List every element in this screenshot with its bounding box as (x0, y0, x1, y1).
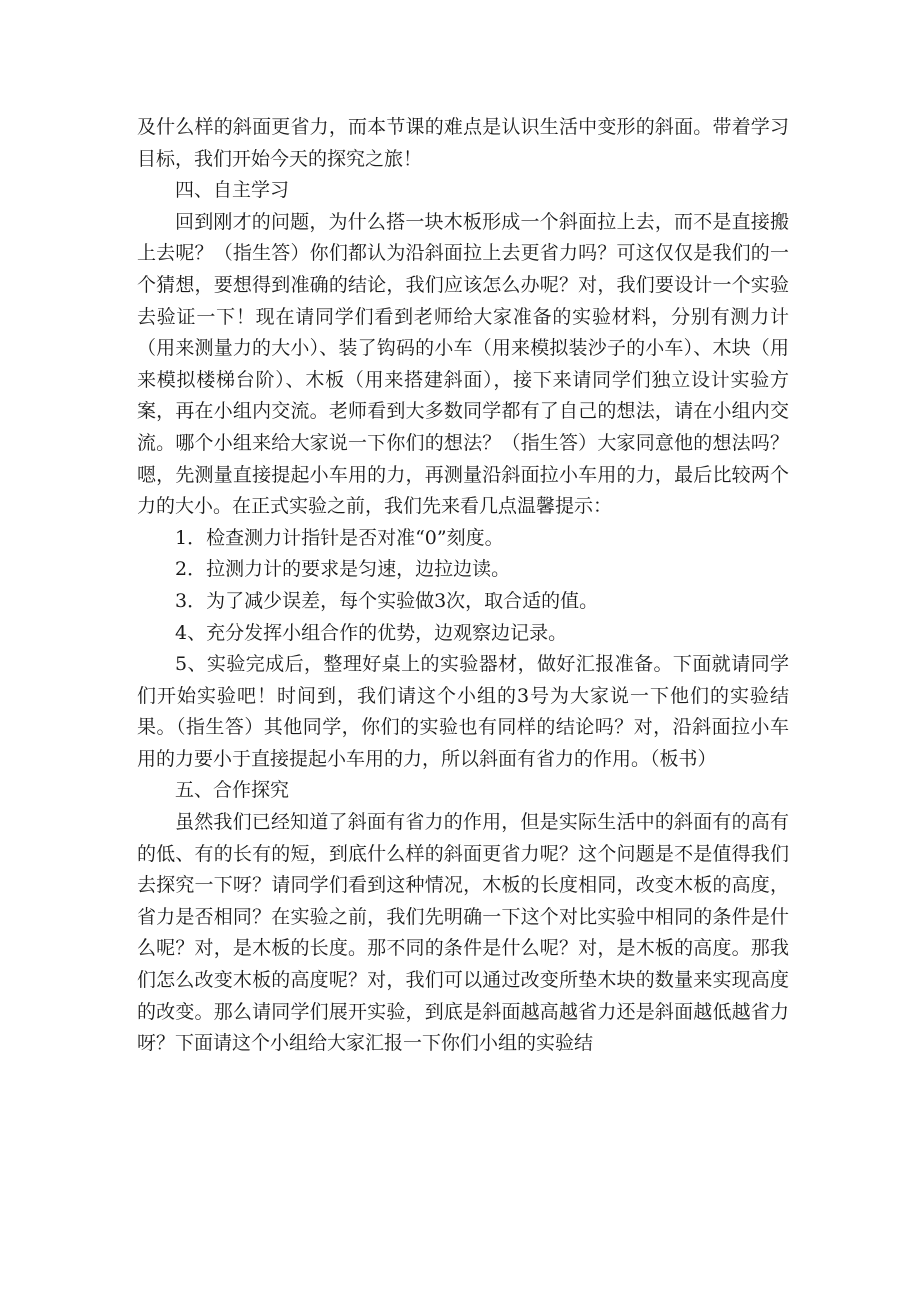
paragraph-self-study: 回到刚才的问题，为什么搭一块木板形成一个斜面拉上去，而不是直接搬上去呢？（指生答）你们都认为沿斜面拉上去更省力吗？可这仅仅是我们的一个猜想，要想得到准确的结论，我们应该怎么办呢？对，我们要设计一个实验去验证一下！现在请同学们看到老师给大家准备的实验材料，分别有测力计（用来测量力的大小）、装了钩码的小车（用来模拟装沙子的小车）、木块（用来模拟楼梯台阶）、木板（用来搭建斜面），接下来请同学们独立设计实验方案，再在小组内交流。老师看到大多数同学都有了自己的想法，请在小组内交流。哪个小组来给大家说一下你们的想法？（指生答）大家同意他的想法吗？嗯，先测量直接提起小车用的力，再测量沿斜面拉小车用的力，最后比较两个力的大小。在正式实验之前，我们先来看几点温馨提示： (137, 210, 789, 518)
heading-cooperative-inquiry: 五、合作探究 (175, 779, 290, 802)
tip-item-3: 3．为了减少误差，每个实验做3次，取合适的值。 (175, 589, 599, 612)
tip-item-1: 1．检查测力计指针是否对准“0”刻度。 (175, 526, 504, 549)
tip-item-2: 2．拉测力计的要求是匀速，边拉边读。 (175, 558, 511, 581)
paragraph-intro-continuation: 及什么样的斜面更省力，而本节课的难点是认识生活中变形的斜面。带着学习目标，我们开始今天的探究之旅！ (137, 116, 789, 170)
tip-item-4: 4、充分发挥小组合作的优势，边观察边记录。 (175, 621, 568, 644)
tip-item-5: 5、实验完成后，整理好桌上的实验器材，做好汇报准备。下面就请同学们开始实验吧！时间到，我们请这个小组的3号为大家说一下他们的实验结果。（指生答）其他同学，你们的实验也有同样的结论吗？对，沿斜面拉小车用的力要小于直接提起小车用的力，所以斜面有省力的作用。（板书） (137, 653, 789, 770)
document-body (137, 112, 789, 1060)
paragraph-cooperative-inquiry: 虽然我们已经知道了斜面有省力的作用，但是实际生活中的斜面有的高有的低、有的长有的短，到底什么样的斜面更省力呢？这个问题是不是值得我们去探究一下呀？请同学们看到这种情况，木板的长度相同，改变木板的高度，省力是否相同？在实验之前，我们先明确一下这个对比实验中相同的条件是什么呢？对，是木板的长度。那不同的条件是什么呢？对，是木板的高度。那我们怎么改变木板的高度呢？对，我们可以通过改变所垫木块的数量来实现高度的改变。那么请同学们展开实验，到底是斜面越高越省力还是斜面越低越省力呀？下面请这个小组给大家汇报一下你们小组的实验结 (137, 811, 789, 1055)
heading-self-study: 四、自主学习 (175, 179, 290, 202)
